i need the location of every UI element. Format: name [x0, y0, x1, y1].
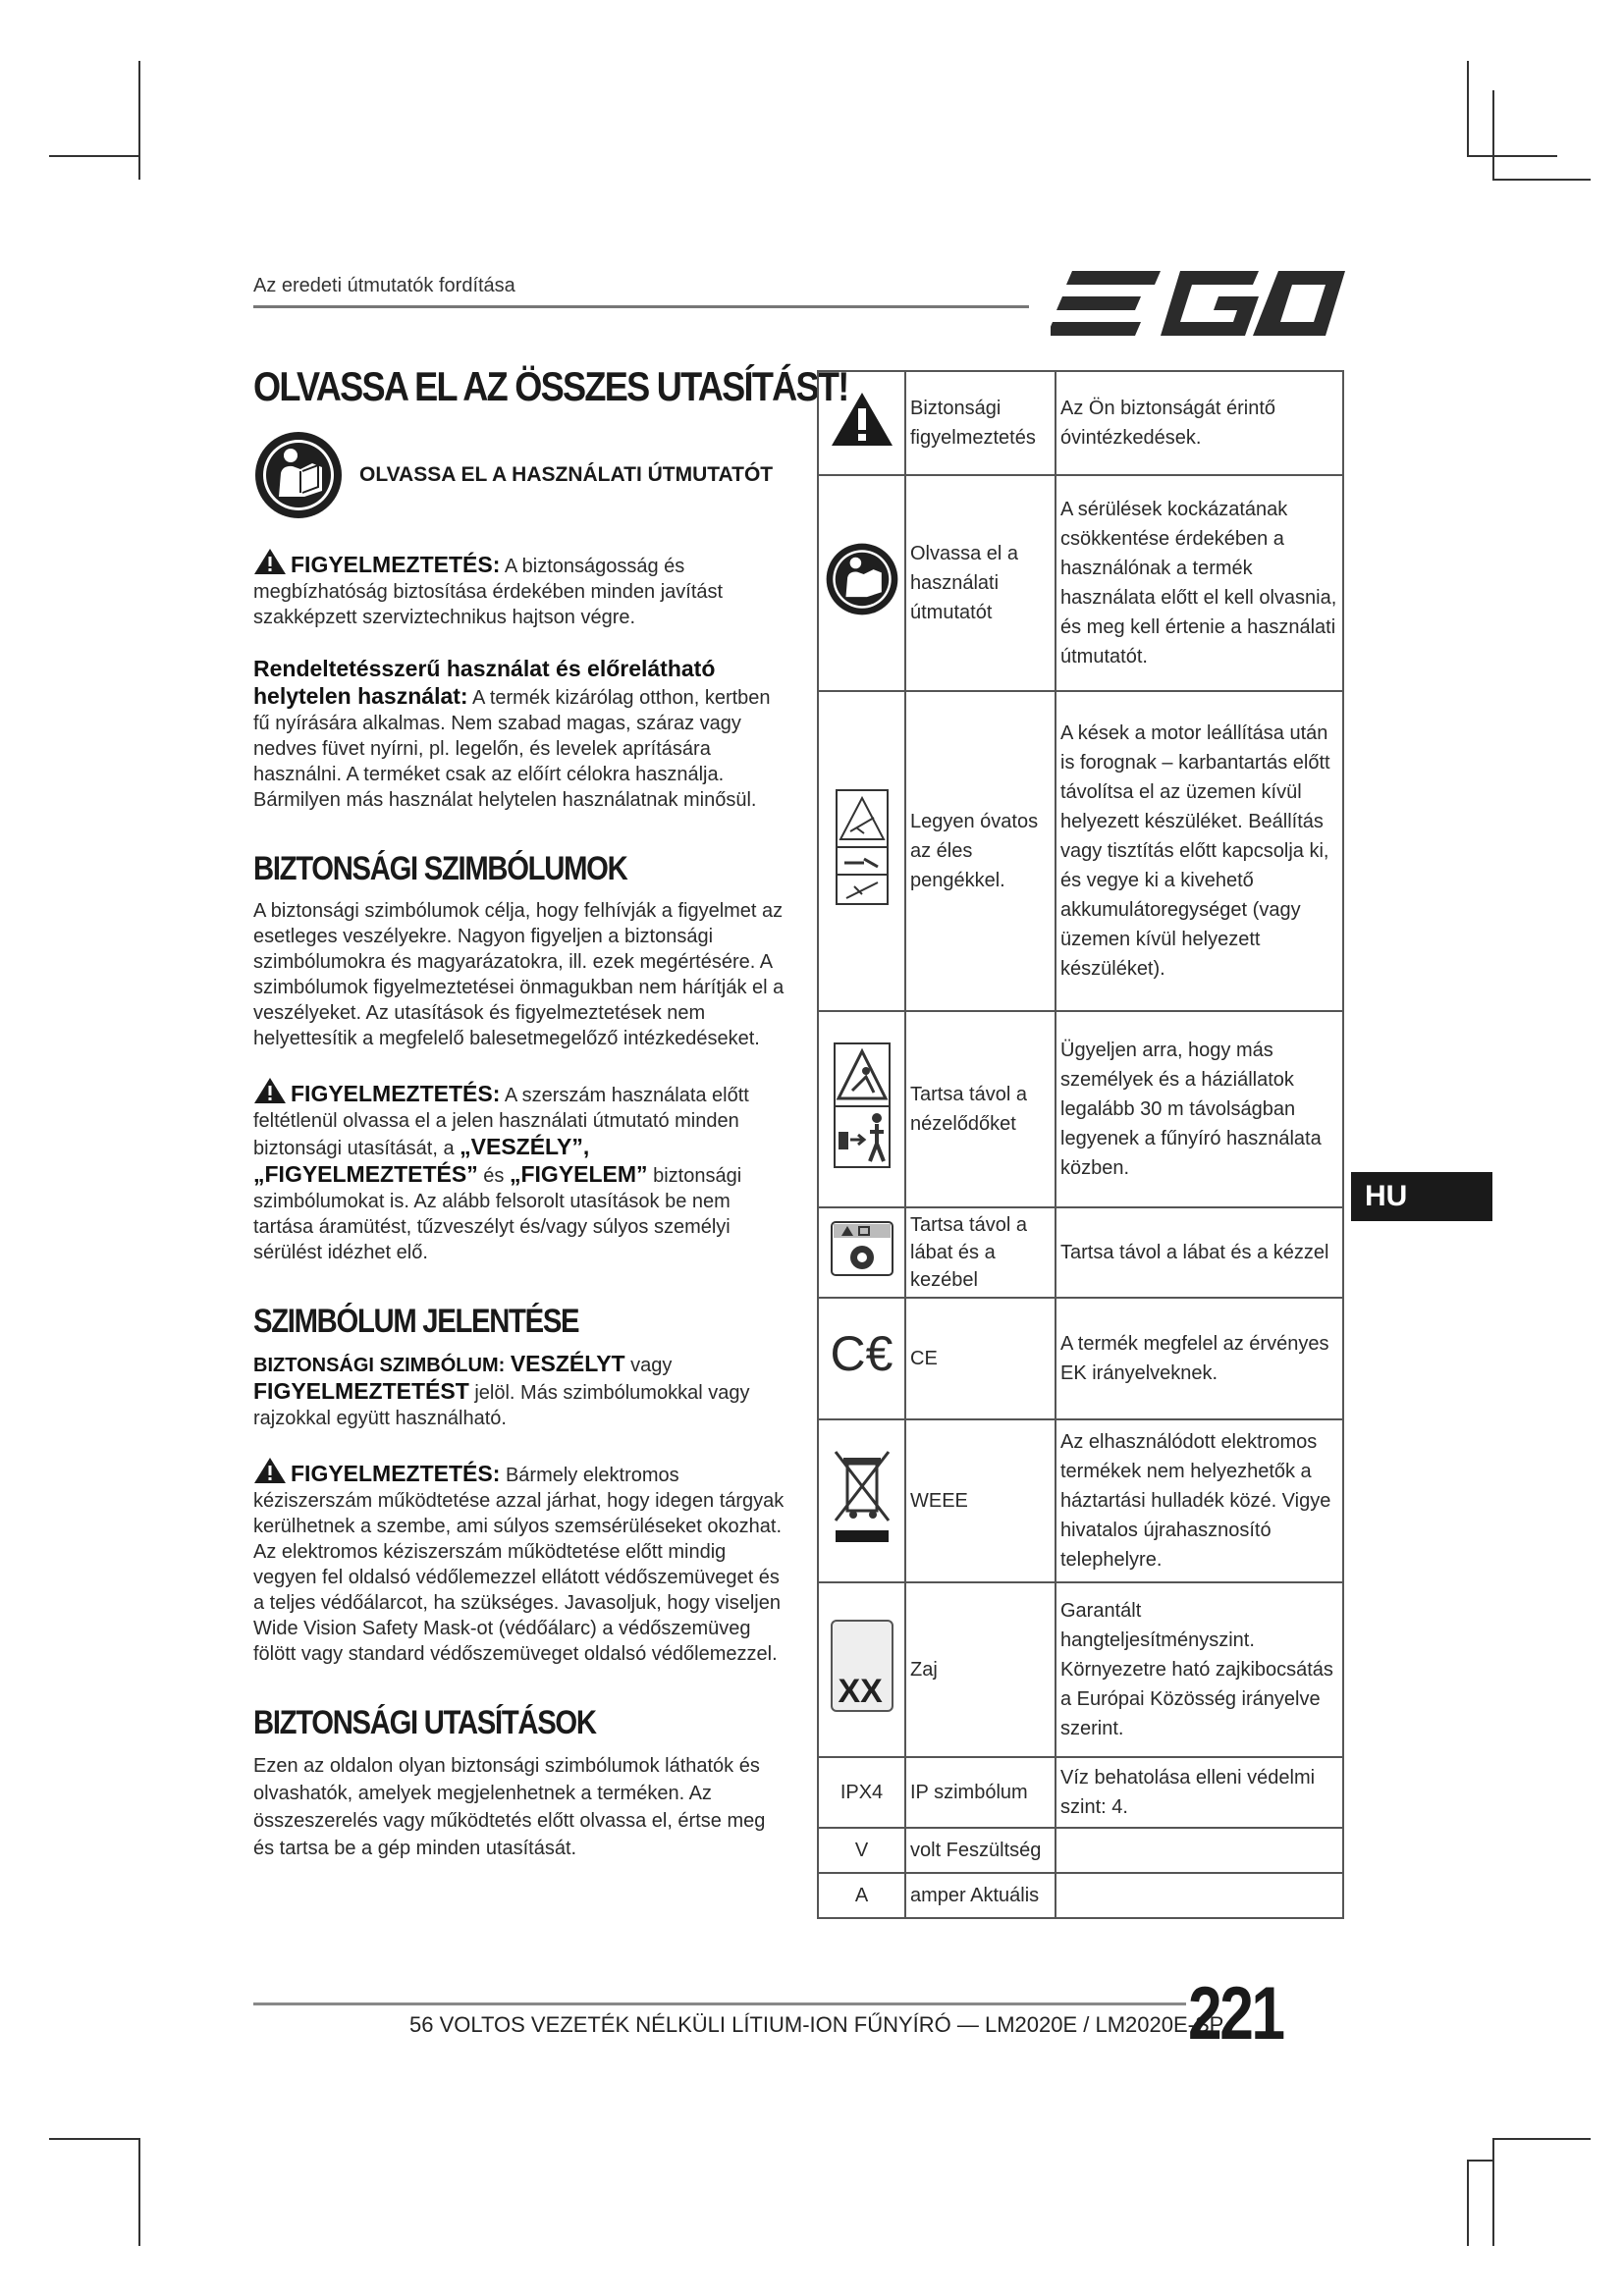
symbol-description: Víz behatolása elleni védelmi szint: 4.	[1056, 1757, 1343, 1828]
safety-instructions-title: BIZTONSÁGI UTASÍTÁSOK	[253, 1704, 596, 1741]
table-row	[818, 1207, 1343, 1298]
warning-paragraph-3	[253, 1457, 791, 1667]
keep-hands-feet-away-icon	[830, 1220, 894, 1277]
safety-instructions-text: Ezen az oldalon olyan biztonsági szimbólumok láthatók és olvashatók, amelyek megjelenhetnek a terméken. Az összeszerelés vagy működtetés előtt olvassa el, értse meg és tartsa be a gép minden utasítását.	[253, 1755, 766, 1859]
table-row	[818, 1011, 1343, 1207]
warning-word: „FIGYELMEZTETÉS”	[253, 1161, 478, 1187]
symbol-name: WEEE	[905, 1419, 1056, 1582]
crop-mark	[1467, 61, 1469, 155]
symbol-name: Olvassa el a használati útmutatót	[905, 475, 1056, 691]
footer-product-name: 56 VOLTOS VEZETÉK NÉLKÜLI LÍTIUM-ION FŰNYÍRÓ — LM2020E / LM2020E-SP	[409, 2012, 1224, 2037]
language-tab: HU	[1351, 1172, 1492, 1221]
warning-triangle-icon	[253, 548, 287, 575]
symbol-icon-cell	[818, 1582, 905, 1757]
symbol-description: Garantált hangteljesítményszint. Környezetre ható zajkibocsátás a Európai Közösség irányelve szerint.	[1056, 1582, 1343, 1757]
symbol-description: Ügyeljen arra, hogy más személyek és a háziállatok legalább 30 m távolságban legyenek a fűnyíró használata közben.	[1056, 1011, 1343, 1207]
intended-use-paragraph	[253, 656, 791, 813]
and-word: és	[483, 1165, 505, 1187]
table-row	[818, 691, 1343, 1011]
symbol-icon-cell	[818, 691, 905, 1011]
symbol-icon-cell: A	[818, 1873, 905, 1918]
footer-divider	[253, 2002, 1186, 2005]
symbol-name: CE	[905, 1298, 1056, 1419]
read-manual-icon	[253, 430, 344, 520]
symbol-description: A sérülések kockázatának csökkentése érdekében a használónak a termék használata előtt el kell olvasnia, és meg kell értenie a használati útmutatót.	[1056, 475, 1343, 691]
crop-mark	[1492, 90, 1494, 181]
symbol-name: amper Aktuális	[905, 1873, 1056, 1918]
ce-mark-icon: C€	[830, 1325, 893, 1381]
warning-label: FIGYELMEZTETÉS:	[291, 1081, 501, 1106]
header-subtitle: Az eredeti útmutatók fordítása	[253, 275, 515, 296]
symbol-name: Legyen óvatos az éles pengékkel.	[905, 691, 1056, 1011]
read-manual-icon	[825, 542, 899, 616]
safety-symbol-label: BIZTONSÁGI SZIMBÓLUM:	[253, 1355, 506, 1376]
safety-symbols-title: BIZTONSÁGI SZIMBÓLUMOK	[253, 850, 627, 887]
caution-word: „FIGYELEM”	[509, 1161, 648, 1187]
crop-mark	[138, 61, 140, 180]
symbol-description: Tartsa távol a lábat és a kézzel	[1056, 1207, 1343, 1298]
noise-level-icon	[831, 1620, 893, 1712]
left-column	[253, 363, 848, 1862]
header-divider	[253, 305, 1029, 308]
or-word: vagy	[630, 1355, 673, 1376]
danger-word: „VESZÉLY”,	[460, 1134, 590, 1159]
warning-label: FIGYELMEZTETÉS:	[291, 1461, 501, 1486]
intended-use-text: A termék kizárólag otthon, kertben fű nyírására alkalmas. Nem szabad magas, száraz vagy nedves füvet nyírni, pl. legelőn, és levelek aprítására használni. A terméket csak az előírt célokra használja. Bármilyen más használat helytelen használatnak minősül.	[253, 687, 771, 811]
table-row	[818, 1757, 1343, 1828]
warning-triangle-icon	[253, 1077, 287, 1104]
page-number: 221	[1188, 1972, 1283, 2056]
symbol-name: volt Feszültség	[905, 1828, 1056, 1873]
symbol-name: Zaj	[905, 1582, 1056, 1757]
crop-mark	[1467, 2160, 1469, 2246]
symbol-description: A kések a motor leállítása után is forognak – karbantartás előtt távolítsa el az üzemen kívül helyezett készüléket. Beállítás vagy tisztítás előtt kapcsolja ki, és vegye ki a kivehető akkumulátoregységet (vagy üzemen kívül helyezett készüléket).	[1056, 691, 1343, 1011]
symbol-icon-cell	[818, 1011, 905, 1207]
symbol-description	[1056, 1873, 1343, 1918]
warning-text-b: biztonsági szimbólumokat is. Az alább felsorolt utasítások be nem tartása áramütést, tűzveszélyt és/vagy súlyos személyi sérülést idézhet elő.	[253, 1165, 742, 1263]
symbol-icon-cell	[818, 475, 905, 691]
crop-mark	[1492, 2138, 1494, 2246]
warning-term: FIGYELMEZTETÉST	[253, 1378, 469, 1404]
crop-mark	[1467, 2160, 1492, 2162]
crop-mark	[1492, 2138, 1591, 2140]
sharp-blades-icon	[835, 788, 890, 906]
noise-value-text: XX	[838, 1672, 883, 1710]
symbol-icon-cell	[818, 1298, 905, 1419]
crop-mark	[49, 2138, 139, 2140]
symbol-description: A termék megfelel az érvényes EK irányelveknek.	[1056, 1298, 1343, 1419]
danger-term: VESZÉLYT	[510, 1351, 625, 1376]
read-manual-row	[253, 430, 791, 520]
warning-label: FIGYELMEZTETÉS:	[291, 552, 501, 577]
symbol-name: IP szimbólum	[905, 1757, 1056, 1828]
symbol-description: Az elhasználódott elektromos termékek nem helyezhetők a háztartási hulladék közé. Vigye hivatalos újrahasznosító telephelyre.	[1056, 1419, 1343, 1582]
symbol-icon-cell	[818, 371, 905, 475]
symbol-icon-cell: V	[818, 1828, 905, 1873]
keep-bystanders-away-icon	[833, 1041, 892, 1169]
warning-paragraph-2	[253, 1077, 791, 1265]
symbol-icon-cell: IPX4	[818, 1757, 905, 1828]
symbol-meaning-title: SZIMBÓLUM JELENTÉSE	[253, 1303, 579, 1340]
crop-mark	[138, 2138, 140, 2246]
table-row	[818, 1582, 1343, 1757]
crop-mark	[49, 155, 139, 157]
symbol-name: Biztonsági figyelmeztetés	[905, 371, 1056, 475]
symbol-icon-cell	[818, 1207, 905, 1298]
symbol-name: Tartsa távol a lábat és a kezébel	[905, 1207, 1056, 1298]
warning-text: A biztonságosság és megbízhatóság biztosítása érdekében minden javítást szakképzett szervizt​echnikus hajtson végre.	[253, 556, 724, 628]
symbol-description: Az Ön biztonságát érintő óvintézkedések.	[1056, 371, 1343, 475]
warning-text-a: A szerszám használata előtt feltétlenül olvassa el a jelen használati útmutató minden biztonsági utasítását, a	[253, 1085, 749, 1159]
symbol-meaning-text: jelöl. Más szimbólumokkal vagy rajzokkal együtt használható.	[253, 1382, 750, 1429]
table-row	[818, 1828, 1343, 1873]
table-row	[818, 1873, 1343, 1918]
crop-mark	[1467, 155, 1557, 157]
table-row	[818, 371, 1343, 475]
read-manual-label: OLVASSA EL A HASZNÁLATI ÚTMUTATÓT	[359, 463, 774, 486]
safety-symbols-text: A biztonsági szimbólumok célja, hogy felhívják a figyelmet az esetleges veszélyekre. Nagyon figyeljen a biztonsági szimbólumokra és magyarázatokra, ill. ezek megértésére. A szimbólumok figyelmeztetései önmagukban nem hárítják el a veszélyeket. Az utasítások és figyelmeztetések nem helyettesítik a megfelelő balesetmegelőző intézkedéseket.	[253, 900, 785, 1049]
main-title: OLVASSA EL AZ ÖSSZES UTASÍTÁST!	[253, 363, 848, 409]
crop-mark	[1492, 179, 1591, 181]
table-row	[818, 1298, 1343, 1419]
warning-text: Bármely elektromos kéziszerszám működtetése azzal járhat, hogy idegen tárgyak kerülhetnek a szembe, ami súlyos szemsérüléseket okozhat. Az elektromos kéziszerszám működtetése előtt mindig vegyen fel oldalsó védőlemezzel ellátott védőszemüveget és a teljes védőálarcot, ha szükséges. Javasoljuk, hogy viseljen Wide Vision Safety Mask-ot (védőálarc) a védőszemüveg fölött vagy standard védőszemüveget oldalsó védőlemezzel.	[253, 1465, 785, 1665]
warning-triangle-icon	[830, 391, 894, 448]
symbol-meaning-paragraph	[253, 1351, 791, 1431]
safety-symbol-table	[817, 370, 1344, 1919]
symbol-name: Tartsa távol a nézelődőket	[905, 1011, 1056, 1207]
weee-bin-icon	[832, 1448, 893, 1546]
table-row	[818, 1419, 1343, 1582]
ego-logo	[1051, 267, 1345, 338]
symbol-description	[1056, 1828, 1343, 1873]
symbol-icon-cell	[818, 1419, 905, 1582]
warning-triangle-icon	[253, 1457, 287, 1484]
warning-paragraph-1	[253, 548, 791, 630]
table-row	[818, 475, 1343, 691]
intended-use-label: Rendeltetésszerű használat és előrelátható helytelen használat:	[253, 656, 716, 709]
